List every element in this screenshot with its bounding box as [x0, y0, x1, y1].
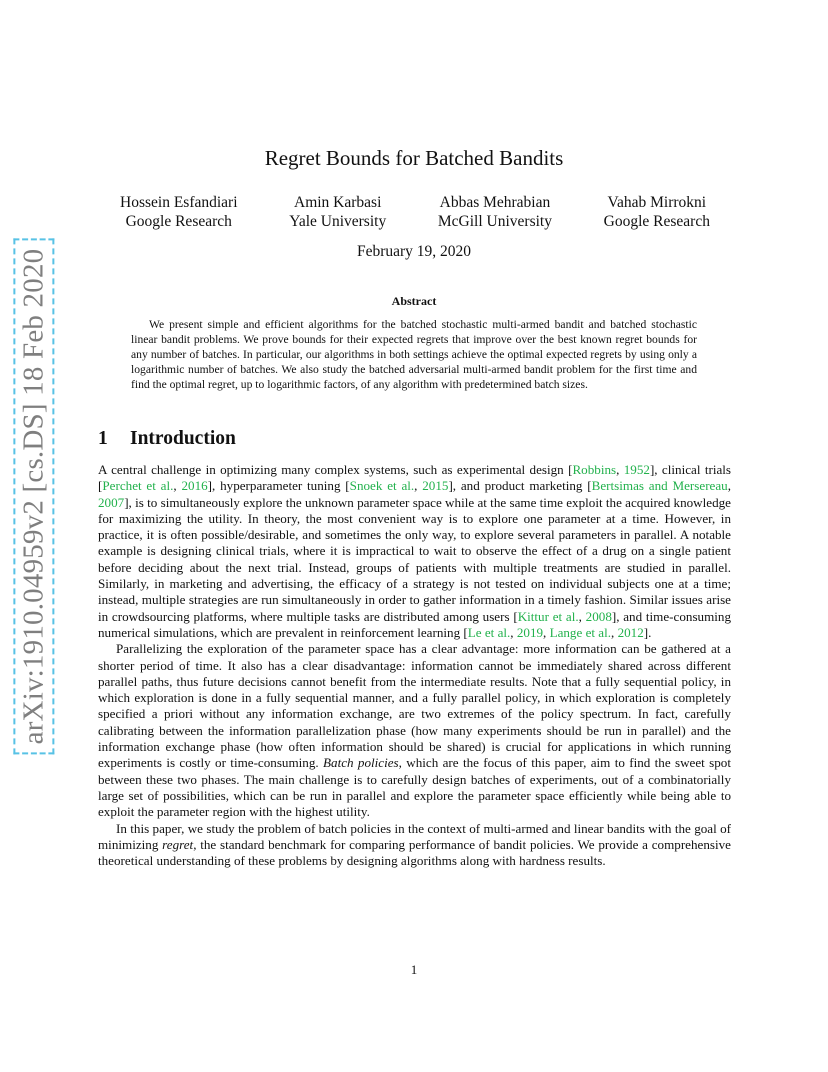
author-affiliation: Google Research — [603, 213, 710, 230]
body-paragraph — [98, 462, 731, 641]
section-title: Introduction — [130, 428, 236, 449]
citation-link[interactable]: 1952 — [623, 462, 650, 477]
abstract-text: We present simple and efficient algorithms for the batched stochastic multi-armed bandit and batched stochastic linear bandit problems. We prove bounds for their expected regrets that improve over the best known regret bounds for any number of batches. In particular, our algorithms in both settings achieve the optimal expected regrets by using only a logarithmic number of batches. We also study the batched adversarial multi-armed bandit problem for the first time and find the optimal regret, up to logarithmic factors, of any algorithm with predetermined batch sizes. — [131, 318, 697, 391]
paragraph-text: , — [727, 478, 732, 494]
body-paragraph — [98, 641, 731, 820]
paragraph-text: , the standard benchmark for comparing performance of bandit policies. We provide a comprehensive theoretical understanding of these problems by designing algorithms along with hardness results. — [98, 836, 731, 869]
paragraph-text: , — [173, 478, 182, 494]
emphasized-text: regret — [162, 836, 194, 852]
paragraph-text: , — [578, 608, 586, 624]
citation-link[interactable]: Snoek et al. — [349, 478, 415, 494]
paragraph-text: , — [616, 462, 624, 477]
paragraph-text: A central challenge in optimizing many complex systems, such as experimental design [ — [98, 462, 573, 477]
paragraph-text: ], and time-consuming numerical simulations, which are prevalent in reinforcement learning [ — [98, 608, 731, 640]
paragraph-text: , — [543, 624, 550, 640]
paragraph-text: , — [510, 624, 517, 640]
arxiv-stamp — [10, 248, 58, 744]
paragraph-text: In this paper, we study the problem of batch policies in the context of multi-armed and linear bandits with the goal of minimizing — [98, 820, 731, 852]
emphasized-text: Batch policies — [323, 755, 399, 771]
author-block — [120, 193, 238, 231]
author-name: Amin Karbasi — [294, 194, 382, 211]
citation-link[interactable]: 2015 — [422, 478, 449, 494]
section-number: 1 — [98, 428, 108, 449]
citation-link[interactable]: 2008 — [585, 608, 612, 624]
author-block — [438, 193, 552, 231]
citation-link[interactable]: Bertsimas and Mersereau — [591, 478, 728, 494]
author-affiliation: McGill University — [437, 213, 552, 230]
paragraph-text: ], and product marketing [ — [448, 478, 592, 494]
paper-date: February 19, 2020 — [356, 243, 472, 260]
citation-link[interactable]: Lange et al. — [549, 624, 612, 640]
author-affiliation: Yale University — [289, 213, 387, 230]
citation-link[interactable]: Perchet et al. — [102, 478, 174, 494]
paragraph-text: , — [611, 624, 618, 640]
author-block — [289, 193, 386, 231]
citation-link[interactable]: 2016 — [181, 478, 208, 494]
citation-link[interactable]: Robbins — [572, 462, 617, 477]
citation-link[interactable]: 2007 — [98, 494, 125, 510]
abstract-heading: Abstract — [391, 294, 437, 308]
citation-link[interactable]: Le et al. — [467, 624, 511, 640]
paragraph-text: , — [414, 478, 423, 494]
paragraph-text: Parallelizing the exploration of the parameter space has a clear advantage: more information can be gathered at a shorter period of time. It also has a clear disadvantage: information cannot be immediately shared across different parallel paths, thus future decisions cannot benefit from the intermediate results. Note that a fully sequential policy, in which exploration is done in a fully sequential manner, and a fully parallel policy, in which exploration is completely specified a priori without any information exchange, are two extremes of the policy spectrum. In fact, carefully calibrating between the information parallelization phase (how many experiments should be run in parallel) and the information exchange phase (how often information should be shared) is crucial for applications in which running experiments is costly or time-consuming. — [98, 641, 731, 771]
author-name: Vahab Mirrokni — [607, 194, 707, 211]
author-name: Abbas Mehrabian — [439, 194, 551, 211]
citation-link[interactable]: 2012 — [617, 624, 644, 640]
citation-link[interactable]: Kittur et al. — [517, 608, 579, 624]
author-block — [604, 193, 710, 231]
arxiv-identifier[interactable]: arXiv:1910.04959v2 [cs.DS] 18 Feb 2020 — [14, 238, 55, 754]
paragraph-text: , which are the focus of this paper, aim to find the sweet spot between these two phases. The main challenge is to carefully design batches of experiments, out of a combinatorially large set of possibilities, which can be run in parallel and explore the parameter space efficiently while being able to exploit the parameter region with the highest utility. — [98, 755, 731, 820]
introduction-body — [98, 462, 731, 869]
author-affiliation: Google Research — [125, 213, 232, 230]
body-paragraph — [98, 821, 731, 870]
paragraph-text: ], clinical trials [ — [98, 462, 732, 494]
author-list — [120, 193, 710, 231]
paper-title: Regret Bounds for Batched Bandits — [264, 146, 564, 170]
author-name: Hossein Esfandiari — [120, 194, 238, 211]
paragraph-text: ]. — [643, 624, 652, 640]
section-heading — [98, 428, 236, 450]
page-number: 1 — [410, 962, 418, 977]
paragraph-text: ], hyperparameter tuning [ — [207, 478, 350, 494]
paragraph-text: ], is to simultaneously explore the unknown parameter space while at the same time exploit the acquired knowledge for maximizing the utility. In theory, the most convenient way is to explore one parameter at a time. However, in practice, it is often possible/desirable, and sometimes the only way, to explore several parameters in parallel. A notable example is designing clinical trials, where it is impractical to wait to observe the effect of a drug on a single patient before deciding about the next trial. Instead, groups of patients with multiple treatments are studied in parallel. Similarly, in marketing and advertising, the efficacy of a strategy is not tested on individual subjects one at a time; instead, multiple strategies are run simultaneously in order to gather information in a timely fashion. Similar issues arise in crowdsourcing platforms, where multiple tasks are distributed among users [ — [98, 494, 731, 624]
citation-link[interactable]: 2019 — [516, 624, 544, 640]
